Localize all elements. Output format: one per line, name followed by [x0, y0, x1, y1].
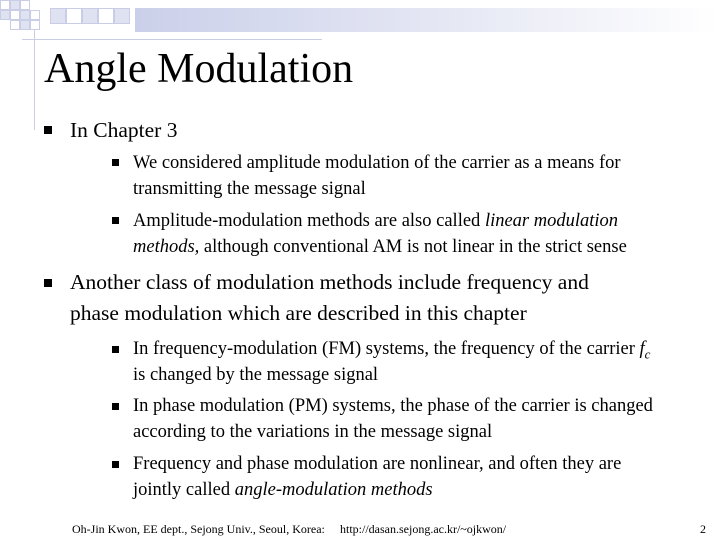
sub-bullet-text: [133, 234, 627, 260]
emphasis-text: linear modulation: [484, 211, 619, 231]
sub-bullet-square-icon: [112, 461, 119, 468]
bullet-text: Another class of modulation methods include frequency and: [70, 270, 589, 294]
footer-author: Oh-Jin Kwon, EE dept., Sejong Univ., Seoul, Korea:: [72, 522, 325, 536]
sub-bullet-text: according to the variations in the message signal: [133, 422, 493, 442]
sub-bullet-text: [133, 208, 618, 234]
slide-title: Angle Modulation: [44, 46, 354, 92]
bullet-text: phase modulation which are described in this chapter: [70, 301, 527, 325]
sub-bullet-square-icon: [112, 346, 119, 353]
text-run: Amplitude-modulation methods are also called: [133, 211, 485, 231]
footer-url[interactable]: http://dasan.sejong.ac.kr/~ojkwon/: [340, 522, 507, 536]
sub-bullet-square-icon: [112, 159, 119, 166]
carrier-frequency-subscript: c: [644, 346, 651, 362]
header-decoration: [0, 0, 720, 48]
bullet-square-icon: [44, 126, 52, 134]
sub-bullet-text: transmitting the message signal: [133, 179, 366, 199]
carrier-frequency-symbol: f: [639, 339, 645, 359]
text-run: although conventional AM is not linear in the strict sense: [199, 237, 627, 257]
sub-bullet-text: Frequency and phase modulation are nonlinear, and often they are: [133, 454, 622, 474]
bullet-text: In Chapter 3: [70, 118, 178, 142]
sub-bullet-text: We considered amplitude modulation of the carrier as a means for: [133, 153, 621, 173]
sub-bullet-text: [133, 477, 433, 503]
sub-bullet-text: In phase modulation (PM) systems, the phase of the carrier is changed: [133, 396, 653, 416]
text-run: In frequency-modulation (FM) systems, the frequency of the carrier: [133, 339, 640, 359]
sub-bullet-text: is changed by the message signal: [133, 365, 379, 385]
emphasis-text: angle-modulation methods: [234, 480, 433, 500]
sub-bullet-square-icon: [112, 403, 119, 410]
bullet-square-icon: [44, 279, 52, 287]
emphasis-text: methods,: [133, 237, 200, 257]
page-number: 2: [700, 522, 706, 536]
sub-bullet-square-icon: [112, 217, 119, 224]
text-run: jointly called: [133, 480, 235, 500]
